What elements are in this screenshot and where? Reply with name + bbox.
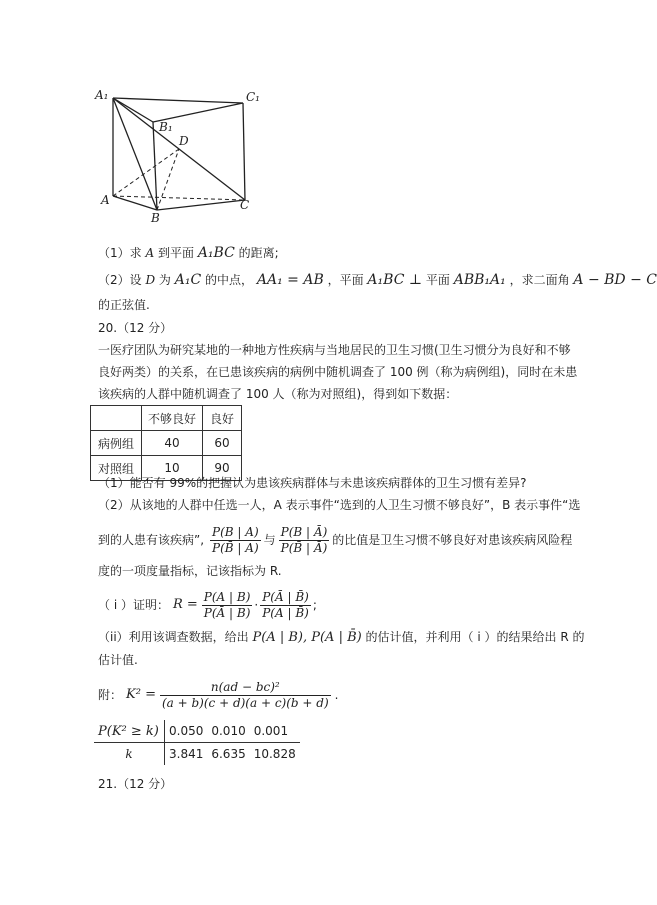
table-cell: 病例组: [91, 431, 142, 456]
text: 平面: [425, 273, 450, 287]
math: A: [145, 246, 155, 260]
math: A₁BC ⊥: [367, 272, 423, 288]
edge-ab: [113, 196, 157, 210]
text: （2）设: [98, 273, 142, 287]
q20-sub2-ii-line1: [98, 629, 584, 646]
text: 附：: [98, 688, 123, 702]
appendix-formula: [98, 675, 338, 715]
denominator: (a + b)(c + d)(a + c)(b + d): [161, 695, 329, 710]
text: .: [334, 688, 339, 702]
q19-part2-end: 的正弦值.: [98, 298, 150, 312]
label-b1: B₁: [159, 120, 173, 134]
q20-data-table: [90, 405, 242, 481]
text: （1）求: [98, 246, 142, 260]
fraction-pabar-bbar: [260, 590, 311, 621]
numerator: n(ad − bc)²: [160, 680, 331, 696]
numerator: P(B | A): [212, 524, 259, 539]
table-header-row: [91, 406, 242, 431]
text: 到平面: [157, 246, 194, 260]
table-header-cell: 不够良好: [142, 406, 203, 431]
math: AA₁ = AB: [256, 272, 324, 288]
text: 的距离;: [238, 246, 279, 260]
table-cell: 10: [142, 456, 203, 481]
text: 的估计值，并利用（ i ）的结果给出 R 的: [365, 630, 585, 644]
table-cell: 0.050: [169, 724, 204, 738]
critical-value-table: [94, 720, 300, 765]
math: R =: [172, 597, 198, 612]
edge-a1b1: [113, 98, 153, 122]
edge-ac-hidden: [113, 196, 245, 200]
q19-part1: [98, 245, 279, 261]
table-row: [94, 720, 300, 743]
table-cell: 90: [203, 456, 242, 481]
numerator: P(B | Ā): [280, 524, 328, 539]
table-cell: 0.001: [253, 724, 289, 738]
text: 的比值是卫生习惯不够良好对患该疾病风险程: [332, 533, 573, 547]
math: K² =: [126, 687, 156, 702]
text: （ii）利用该调查数据，给出: [98, 630, 249, 644]
text: ，平面: [327, 273, 364, 287]
edge-a1c1: [113, 98, 243, 103]
fraction-k2: [160, 680, 331, 711]
edge-ad-hidden: [113, 149, 179, 196]
q21-header: 21.（12 分）: [98, 777, 173, 791]
table-cell: 40: [142, 431, 203, 456]
q20-sub2-i: （ i ）证明： R = $\frac{P(A | B)}{P(Ā | B)}$ · $\frac{P(Ā | B̄)}{P(A | B̄)}$ ;: [98, 589, 317, 620]
text: 与: [263, 533, 276, 547]
q19-part2: [98, 272, 657, 288]
label-a: A: [101, 193, 110, 207]
text: 的中点，: [205, 273, 254, 287]
q20-sub2-line1: （2）从该地的人群中任选一人，A 表示事件“选到的人卫生习惯不够良好”，B 表示事件“选: [98, 498, 581, 512]
q20-sub2-line3: 度的一项度量指标，记该指标为 R.: [98, 564, 282, 578]
fraction-pb-abar: [279, 525, 330, 556]
prism-figure: [95, 88, 265, 227]
denominator: P(B̄ | Ā): [280, 540, 328, 555]
denominator: P(A | B̄): [262, 605, 309, 620]
denominator: P(Ā | B): [203, 605, 251, 620]
fraction-pa-b: [202, 590, 253, 621]
table-cell: 3.841: [165, 743, 208, 766]
table-cell: 6.635: [207, 743, 249, 766]
math: A − BD − C: [573, 272, 657, 288]
table-header-cell: [91, 406, 142, 431]
q20-intro-line2: 良好两类）的关系，在已患该疾病的病例中随机调查了 100 例（称为病例组)，同时在未患: [98, 365, 578, 379]
table-row: [91, 431, 242, 456]
math: ABB₁A₁: [453, 272, 506, 288]
text: ，求二面角: [509, 273, 570, 287]
label-c: C: [240, 198, 250, 212]
label-b: B: [151, 211, 160, 225]
table-cell: 10.828: [250, 743, 300, 766]
text: 到的人患有该疾病”,: [98, 533, 205, 547]
denominator: P(B̄ | A): [212, 540, 259, 555]
edge-c1c: [243, 103, 245, 200]
fraction-pb-a: [210, 525, 261, 556]
q20-sub1: （1）能否有 99%的把握认为患该疾病群体与未患该疾病群体的卫生习惯有差异?: [98, 476, 527, 490]
table-header-cell: P(K² ≥ k): [94, 720, 165, 743]
label-d: D: [179, 134, 189, 148]
text: 为: [158, 273, 171, 287]
table-header-cell: k: [94, 743, 165, 766]
table-cell: 60: [203, 431, 242, 456]
math: A₁BC: [197, 245, 235, 261]
table-row: [94, 743, 300, 766]
text: （ i ）证明：: [98, 598, 169, 612]
edge-bc: [157, 200, 245, 210]
table-header-cell: 良好: [203, 406, 242, 431]
numerator: P(A | B): [203, 589, 251, 604]
q20-sub2-ii-line2: 估计值.: [98, 653, 138, 667]
table-cell: 0.010: [211, 724, 246, 738]
q20-intro-line3: 该疾病的人群中随机调查了 100 人（称为对照组)，得到如下数据：: [98, 387, 458, 401]
math: D: [145, 273, 156, 287]
math: A₁C: [174, 272, 202, 288]
table-cell: 对照组: [91, 456, 142, 481]
edge-bd-hidden: [157, 149, 179, 210]
q20-sub2-line2: [98, 520, 572, 560]
numerator: P(Ā | B̄): [262, 589, 309, 604]
label-c1: C₁: [246, 90, 260, 104]
text: ;: [312, 598, 317, 612]
q20-header: 20.（12 分）: [98, 321, 173, 335]
math: P(A | B), P(A | B̄): [252, 630, 362, 645]
label-a1: A₁: [95, 88, 109, 102]
q20-intro-line1: 一医疗团队为研究某地的一种地方性疾病与当地居民的卫生习惯(卫生习惯分为良好和不够: [98, 343, 571, 357]
